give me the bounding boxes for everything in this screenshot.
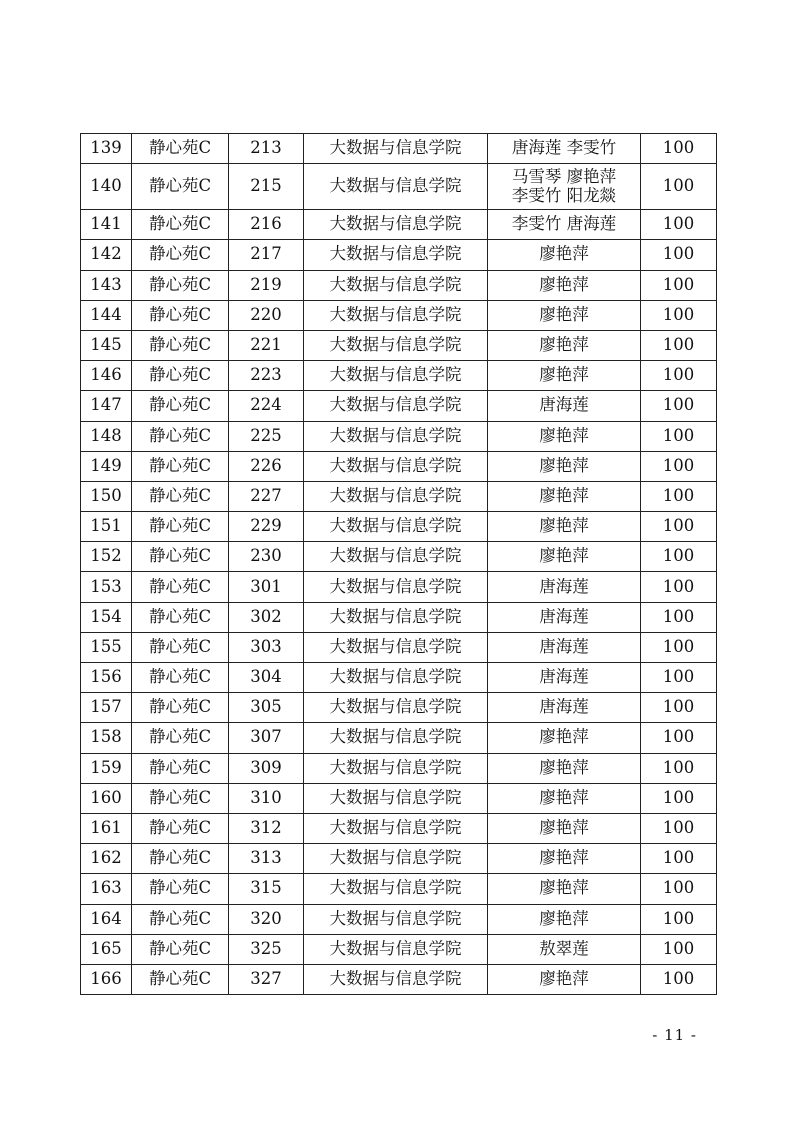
- room-number-cell: 223: [229, 361, 304, 391]
- supervisor-cell: [488, 240, 641, 270]
- score-cell: 100: [641, 572, 717, 602]
- room-number-cell: 312: [229, 813, 304, 843]
- supervisor-line: 廖艳萍: [539, 787, 589, 807]
- supervisor-line: 廖艳萍: [539, 485, 589, 505]
- college-cell: 大数据与信息学院: [304, 134, 488, 164]
- supervisor-line: 唐海莲: [539, 576, 589, 596]
- row-number-cell: 139: [81, 134, 132, 164]
- row-number-cell: 147: [81, 391, 132, 421]
- college-cell: 大数据与信息学院: [304, 844, 488, 874]
- supervisor-cell: [488, 663, 641, 693]
- dormitory-score-table: [80, 133, 717, 995]
- college-cell: 大数据与信息学院: [304, 813, 488, 843]
- building-cell: 静心苑C: [132, 542, 229, 572]
- supervisor-cell: [488, 134, 641, 164]
- supervisor-line: 廖艳萍: [539, 365, 589, 385]
- score-cell: 100: [641, 753, 717, 783]
- table-row: [81, 632, 717, 662]
- table-body: [81, 134, 717, 995]
- row-number-cell: 162: [81, 844, 132, 874]
- college-cell: 大数据与信息学院: [304, 451, 488, 481]
- score-cell: 100: [641, 164, 717, 210]
- row-number-cell: 145: [81, 330, 132, 360]
- building-cell: 静心苑C: [132, 693, 229, 723]
- room-number-cell: 219: [229, 270, 304, 300]
- supervisor-line: 李雯竹 阳龙燚: [511, 185, 617, 205]
- score-cell: 100: [641, 723, 717, 753]
- college-cell: 大数据与信息学院: [304, 964, 488, 994]
- college-cell: 大数据与信息学院: [304, 240, 488, 270]
- supervisor-line: 廖艳萍: [539, 908, 589, 928]
- college-cell: 大数据与信息学院: [304, 663, 488, 693]
- row-number-cell: 143: [81, 270, 132, 300]
- table-row: [81, 421, 717, 451]
- row-number-cell: 164: [81, 904, 132, 934]
- score-cell: 100: [641, 632, 717, 662]
- row-number-cell: 140: [81, 164, 132, 210]
- building-cell: 静心苑C: [132, 904, 229, 934]
- building-cell: 静心苑C: [132, 632, 229, 662]
- table-row: [81, 361, 717, 391]
- building-cell: 静心苑C: [132, 134, 229, 164]
- table-row: [81, 693, 717, 723]
- room-number-cell: 315: [229, 874, 304, 904]
- row-number-cell: 165: [81, 934, 132, 964]
- building-cell: 静心苑C: [132, 361, 229, 391]
- building-cell: 静心苑C: [132, 512, 229, 542]
- table-row: [81, 874, 717, 904]
- supervisor-line: 廖艳萍: [539, 455, 589, 475]
- score-cell: 100: [641, 783, 717, 813]
- table-row: [81, 844, 717, 874]
- score-cell: 100: [641, 134, 717, 164]
- college-cell: 大数据与信息学院: [304, 783, 488, 813]
- table-row: [81, 300, 717, 330]
- room-number-cell: 227: [229, 481, 304, 511]
- score-cell: 100: [641, 844, 717, 874]
- score-cell: 100: [641, 421, 717, 451]
- score-cell: 100: [641, 240, 717, 270]
- supervisor-line: 廖艳萍: [539, 546, 589, 566]
- row-number-cell: 158: [81, 723, 132, 753]
- page-number: - 11 -: [652, 1026, 697, 1044]
- supervisor-cell: [488, 934, 641, 964]
- supervisor-line: 马雪琴 廖艳萍: [511, 166, 617, 186]
- table-row: [81, 723, 717, 753]
- room-number-cell: 305: [229, 693, 304, 723]
- supervisor-line: 廖艳萍: [539, 727, 589, 747]
- supervisor-line: 敖翠莲: [539, 938, 589, 958]
- building-cell: 静心苑C: [132, 421, 229, 451]
- table-row: [81, 391, 717, 421]
- row-number-cell: 159: [81, 753, 132, 783]
- table-row: [81, 813, 717, 843]
- college-cell: 大数据与信息学院: [304, 934, 488, 964]
- room-number-cell: 220: [229, 300, 304, 330]
- row-number-cell: 160: [81, 783, 132, 813]
- score-cell: 100: [641, 481, 717, 511]
- score-cell: 100: [641, 512, 717, 542]
- supervisor-line: 廖艳萍: [539, 304, 589, 324]
- building-cell: 静心苑C: [132, 451, 229, 481]
- supervisor-line: 廖艳萍: [539, 335, 589, 355]
- row-number-cell: 154: [81, 602, 132, 632]
- room-number-cell: 224: [229, 391, 304, 421]
- room-number-cell: 215: [229, 164, 304, 210]
- college-cell: 大数据与信息学院: [304, 300, 488, 330]
- row-number-cell: 166: [81, 964, 132, 994]
- table-row: [81, 330, 717, 360]
- college-cell: 大数据与信息学院: [304, 632, 488, 662]
- supervisor-cell: [488, 330, 641, 360]
- building-cell: 静心苑C: [132, 240, 229, 270]
- supervisor-line: 廖艳萍: [539, 274, 589, 294]
- supervisor-cell: [488, 813, 641, 843]
- supervisor-cell: [488, 542, 641, 572]
- supervisor-line: 唐海莲: [539, 697, 589, 717]
- score-cell: 100: [641, 542, 717, 572]
- room-number-cell: 303: [229, 632, 304, 662]
- room-number-cell: 229: [229, 512, 304, 542]
- supervisor-cell: [488, 783, 641, 813]
- row-number-cell: 149: [81, 451, 132, 481]
- room-number-cell: 301: [229, 572, 304, 602]
- supervisor-cell: [488, 632, 641, 662]
- supervisor-line: 唐海莲 李雯竹: [511, 138, 617, 158]
- room-number-cell: 230: [229, 542, 304, 572]
- room-number-cell: 217: [229, 240, 304, 270]
- score-cell: 100: [641, 904, 717, 934]
- building-cell: 静心苑C: [132, 844, 229, 874]
- row-number-cell: 141: [81, 210, 132, 240]
- building-cell: 静心苑C: [132, 723, 229, 753]
- table-row: [81, 572, 717, 602]
- supervisor-cell: [488, 844, 641, 874]
- table-row: [81, 783, 717, 813]
- supervisor-line: 廖艳萍: [539, 818, 589, 838]
- building-cell: 静心苑C: [132, 572, 229, 602]
- supervisor-cell: [488, 421, 641, 451]
- room-number-cell: 302: [229, 602, 304, 632]
- row-number-cell: 161: [81, 813, 132, 843]
- building-cell: 静心苑C: [132, 964, 229, 994]
- supervisor-cell: [488, 164, 641, 210]
- building-cell: 静心苑C: [132, 602, 229, 632]
- supervisor-line: 廖艳萍: [539, 848, 589, 868]
- supervisor-cell: [488, 481, 641, 511]
- college-cell: 大数据与信息学院: [304, 481, 488, 511]
- college-cell: 大数据与信息学院: [304, 693, 488, 723]
- row-number-cell: 144: [81, 300, 132, 330]
- building-cell: 静心苑C: [132, 753, 229, 783]
- building-cell: 静心苑C: [132, 874, 229, 904]
- college-cell: 大数据与信息学院: [304, 602, 488, 632]
- room-number-cell: 213: [229, 134, 304, 164]
- building-cell: 静心苑C: [132, 934, 229, 964]
- building-cell: 静心苑C: [132, 270, 229, 300]
- supervisor-line: 廖艳萍: [539, 757, 589, 777]
- supervisor-line: 唐海莲: [539, 606, 589, 626]
- supervisor-cell: [488, 270, 641, 300]
- supervisor-cell: [488, 753, 641, 783]
- college-cell: 大数据与信息学院: [304, 904, 488, 934]
- table-row: [81, 210, 717, 240]
- table-row: [81, 512, 717, 542]
- table-row: [81, 753, 717, 783]
- row-number-cell: 156: [81, 663, 132, 693]
- row-number-cell: 153: [81, 572, 132, 602]
- score-cell: 100: [641, 451, 717, 481]
- college-cell: 大数据与信息学院: [304, 512, 488, 542]
- score-cell: 100: [641, 602, 717, 632]
- supervisor-cell: [488, 572, 641, 602]
- building-cell: 静心苑C: [132, 391, 229, 421]
- supervisor-cell: [488, 512, 641, 542]
- table-row: [81, 904, 717, 934]
- college-cell: 大数据与信息学院: [304, 572, 488, 602]
- supervisor-line: 廖艳萍: [539, 878, 589, 898]
- building-cell: 静心苑C: [132, 663, 229, 693]
- supervisor-cell: [488, 693, 641, 723]
- table-row: [81, 270, 717, 300]
- score-cell: 100: [641, 874, 717, 904]
- college-cell: 大数据与信息学院: [304, 542, 488, 572]
- college-cell: 大数据与信息学院: [304, 753, 488, 783]
- score-cell: 100: [641, 934, 717, 964]
- supervisor-line: 廖艳萍: [539, 425, 589, 445]
- table-row: [81, 451, 717, 481]
- table-row: [81, 240, 717, 270]
- room-number-cell: 307: [229, 723, 304, 753]
- supervisor-cell: [488, 361, 641, 391]
- supervisor-line: 唐海莲: [539, 636, 589, 656]
- building-cell: 静心苑C: [132, 164, 229, 210]
- room-number-cell: 216: [229, 210, 304, 240]
- supervisor-cell: [488, 964, 641, 994]
- building-cell: 静心苑C: [132, 481, 229, 511]
- room-number-cell: 221: [229, 330, 304, 360]
- room-number-cell: 310: [229, 783, 304, 813]
- supervisor-cell: [488, 874, 641, 904]
- college-cell: 大数据与信息学院: [304, 723, 488, 753]
- supervisor-line: 唐海莲: [539, 395, 589, 415]
- supervisor-cell: [488, 391, 641, 421]
- room-number-cell: 304: [229, 663, 304, 693]
- college-cell: 大数据与信息学院: [304, 330, 488, 360]
- college-cell: 大数据与信息学院: [304, 270, 488, 300]
- room-number-cell: 320: [229, 904, 304, 934]
- supervisor-cell: [488, 300, 641, 330]
- room-number-cell: 313: [229, 844, 304, 874]
- table-row: [81, 934, 717, 964]
- college-cell: 大数据与信息学院: [304, 421, 488, 451]
- table-row: [81, 164, 717, 210]
- building-cell: 静心苑C: [132, 813, 229, 843]
- building-cell: 静心苑C: [132, 210, 229, 240]
- row-number-cell: 142: [81, 240, 132, 270]
- score-cell: 100: [641, 813, 717, 843]
- row-number-cell: 150: [81, 481, 132, 511]
- room-number-cell: 309: [229, 753, 304, 783]
- row-number-cell: 163: [81, 874, 132, 904]
- room-number-cell: 325: [229, 934, 304, 964]
- supervisor-line: 廖艳萍: [539, 968, 589, 988]
- building-cell: 静心苑C: [132, 330, 229, 360]
- row-number-cell: 146: [81, 361, 132, 391]
- score-cell: 100: [641, 964, 717, 994]
- score-cell: 100: [641, 210, 717, 240]
- score-cell: 100: [641, 391, 717, 421]
- supervisor-cell: [488, 451, 641, 481]
- supervisor-cell: [488, 210, 641, 240]
- supervisor-line: 廖艳萍: [539, 244, 589, 264]
- supervisor-line: 唐海莲: [539, 667, 589, 687]
- room-number-cell: 225: [229, 421, 304, 451]
- supervisor-cell: [488, 723, 641, 753]
- college-cell: 大数据与信息学院: [304, 874, 488, 904]
- building-cell: 静心苑C: [132, 300, 229, 330]
- table-row: [81, 663, 717, 693]
- table-row: [81, 964, 717, 994]
- supervisor-cell: [488, 904, 641, 934]
- table-row: [81, 481, 717, 511]
- row-number-cell: 151: [81, 512, 132, 542]
- score-cell: 100: [641, 361, 717, 391]
- college-cell: 大数据与信息学院: [304, 361, 488, 391]
- score-cell: 100: [641, 300, 717, 330]
- score-cell: 100: [641, 693, 717, 723]
- row-number-cell: 148: [81, 421, 132, 451]
- supervisor-line: 廖艳萍: [539, 516, 589, 536]
- college-cell: 大数据与信息学院: [304, 391, 488, 421]
- table-row: [81, 602, 717, 632]
- score-cell: 100: [641, 270, 717, 300]
- row-number-cell: 157: [81, 693, 132, 723]
- table-row: [81, 542, 717, 572]
- table-row: [81, 134, 717, 164]
- score-cell: 100: [641, 330, 717, 360]
- room-number-cell: 226: [229, 451, 304, 481]
- supervisor-line: 李雯竹 唐海莲: [511, 214, 617, 234]
- supervisor-cell: [488, 602, 641, 632]
- college-cell: 大数据与信息学院: [304, 210, 488, 240]
- college-cell: 大数据与信息学院: [304, 164, 488, 210]
- row-number-cell: 155: [81, 632, 132, 662]
- room-number-cell: 327: [229, 964, 304, 994]
- row-number-cell: 152: [81, 542, 132, 572]
- building-cell: 静心苑C: [132, 783, 229, 813]
- score-cell: 100: [641, 663, 717, 693]
